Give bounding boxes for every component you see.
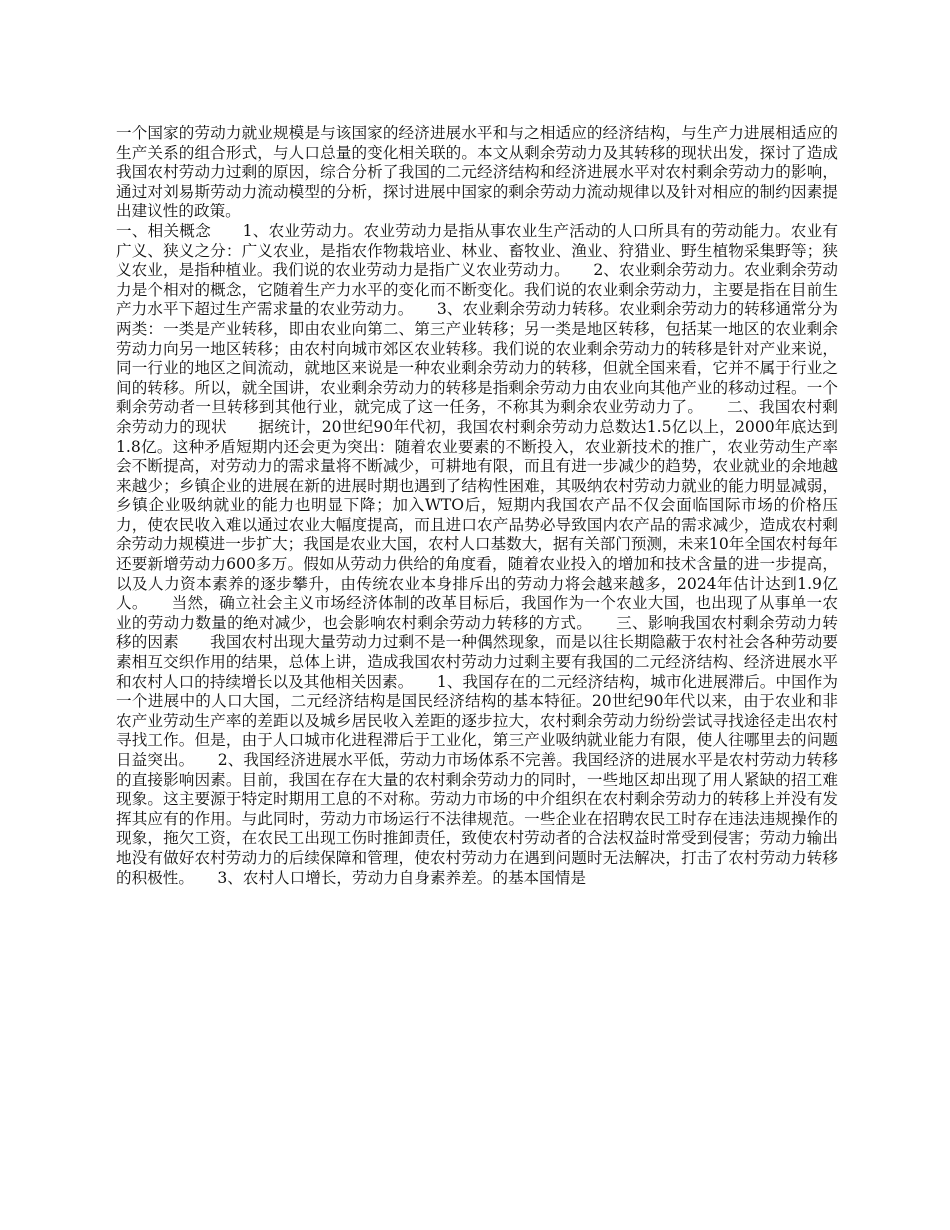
body-paragraph-intro: 一个国家的劳动力就业规模是与该国家的经济进展水平和与之相适应的经济结构，与生产力进展相适应的生产关系的组合形式，与人口总量的变化相关联的。本文从剩余劳动力及其转移的现状出发，探讨了造成我国农村劳动力过剩的原因，综合分析了我国的二元经济结构和经济进展水平对农村剩余劳动力的影响，通过对刘易斯劳动力流动模型的分析，探讨进展中国家的剩余劳动力流动规律以及针对相应的制约因素提出建议性的政策。 <box>116 124 838 221</box>
document-page <box>116 124 838 888</box>
body-paragraph-main: 一、相关概念 1、农业劳动力。农业劳动力是指从事农业生产活动的人口所具有的劳动能力。农业有广义、狭义之分：广义农业，是指农作物栽培业、林业、畜牧业、渔业、狩猎业、野生植物采集野等；狭义农业，是指种植业。我们说的农业劳动力是指广义农业劳动力。 2、农业剩余劳动力。农业剩余劳动力是个相对的概念，它随着生产力水平的变化而不断变化。我们说的农业剩余劳动力，主要是指在目前生产力水平下超过生产需求量的农业劳动力。 3、农业剩余劳动力转移。农业剩余劳动力的转移通常分为两类：一类是产业转移，即由农业向第二、第三产业转移；另一类是地区转移，包括某一地区的农业剩余劳动力向另一地区转移；由农村向城市郊区农业转移。我们说的农业剩余劳动力的转移是针对产业来说，同一行业的地区之间流动，就地区来说是一种农业剩余劳动力的转移，但就全国来看，它并不属于行业之间的转移。所以，就全国讲，农业剩余劳动力的转移是指剩余劳动力由农业向其他产业的移动过程。一个剩余劳动者一旦转移到其他行业，就完成了这一任务，不称其为剩余农业劳动力了。 二、我国农村剩余劳动力的现状 据统计，20世纪90年代初，我国农村剩余劳动力总数达1.5亿以上，2000年底达到1.8亿。这种矛盾短期内还会更为突出：随着农业要素的不断投入，农业新技术的推广，农业劳动生产率会不断提高，对劳动力的需求量将不断减少，可耕地有限，而且有进一步减少的趋势，农业就业的余地越来越少；乡镇企业的进展在新的进展时期也遇到了结构性困难，其吸纳农村劳动力就业的能力明显减弱，乡镇企业吸纳就业的能力也明显下降；加入WTO后，短期内我国农产品不仅会面临国际市场的价格压力，使农民收入难以通过农业大幅度提高，而且进口农产品势必导致国内农产品的需求减少，造成农村剩余劳动力规模进一步扩大；我国是农业大国，农村人口基数大，据有关部门预测，未来10年全国农村每年还要新增劳动力600多万。假如从劳动力供给的角度看，随着农业投入的增加和技术含量的进一步提高，以及人力资本素养的逐步攀升，由传统农业本身排斥出的劳动力将会越来越多，2024年估计达到1.9亿人。 当然，确立社会主义市场经济体制的改革目标后，我国作为一个农业大国，也出现了从事单一农业的劳动力数量的绝对减少，也会影响农村剩余劳动力转移的方式。 三、影响我国农村剩余劳动力转移的因素 我国农村出现大量劳动力过剩不是一种偶然现象，而是以往长期隐蔽于农村社会各种劳动要素相互交织作用的结果，总体上讲，造成我国农村劳动力过剩主要有我国的二元经济结构、经济进展水平和农村人口的持续增长以及其他相关因素。 1、我国存在的二元经济结构，城市化进展滞后。中国作为一个进展中的人口大国，二元经济结构是国民经济结构的基本特征。20世纪90年代以来，由于农业和非农产业劳动生产率的差距以及城乡居民收入差距的逐步拉大，农村剩余劳动力纷纷尝试寻找途径走出农村寻找工作。但是，由于人口城市化进程滞后于工业化，第三产业吸纳就业能力有限，使人往哪里去的问题日益突出。 2、我国经济进展水平低，劳动力市场体系不完善。我国经济的进展水平是农村劳动力转移的直接影响因素。目前，我国在存在大量的农村剩余劳动力的同时，一些地区却出现了用人紧缺的招工难现象。这主要源于特定时期用工息的不对称。劳动力市场的中介组织在农村剩余劳动力的转移上并没有发挥其应有的作用。与此同时，劳动力市场运行不法律规范。一些企业在招聘农民工时存在违法违规操作的现象，拖欠工资，在农民工出现工伤时推卸责任，致使农村劳动者的合法权益时常受到侵害；劳动力输出地没有做好农村劳动力的后续保障和管理，使农村劳动力在遇到问题时无法解决，打击了农村劳动力转移的积极性。 3、农村人口增长，劳动力自身素养差。的基本国情是 <box>116 221 838 887</box>
